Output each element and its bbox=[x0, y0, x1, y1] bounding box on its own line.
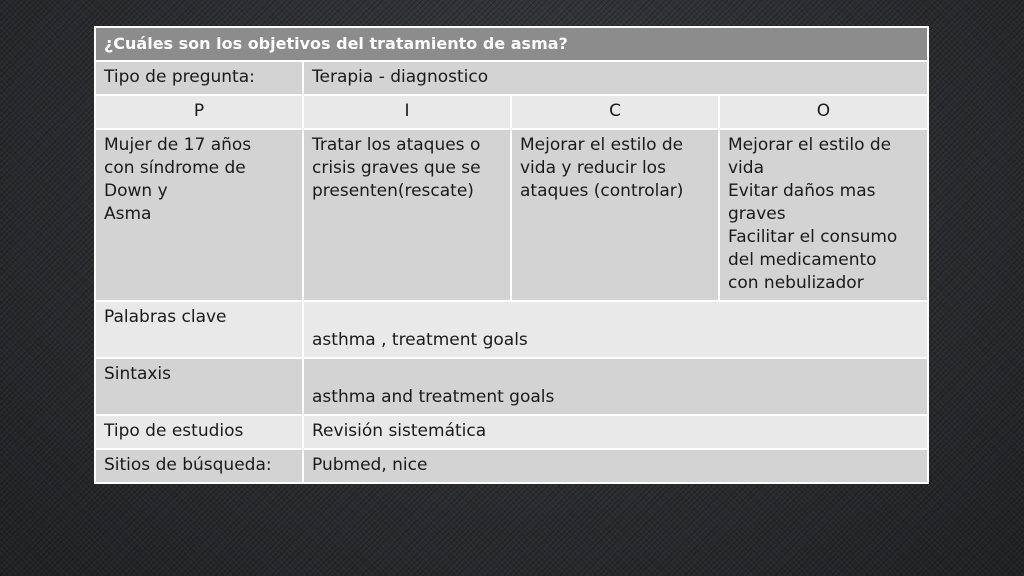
sintaxis-value: asthma and treatment goals bbox=[303, 358, 928, 415]
sitios-busqueda-label: Sitios de búsqueda: bbox=[95, 449, 303, 483]
pico-values-row bbox=[95, 129, 928, 301]
pico-value-c: Mejorar el estilo de vida y reducir los ataques (controlar) bbox=[511, 129, 719, 301]
pico-header-c: C bbox=[511, 95, 719, 129]
pico-table bbox=[94, 26, 929, 484]
pico-header-row bbox=[95, 95, 928, 129]
sintaxis-label: Sintaxis bbox=[95, 358, 303, 415]
table-title: ¿Cuáles son los objetivos del tratamiento de asma? bbox=[95, 27, 928, 61]
palabras-clave-label: Palabras clave bbox=[95, 301, 303, 358]
tipo-estudios-label: Tipo de estudios bbox=[95, 415, 303, 449]
table-title-row bbox=[95, 27, 928, 61]
pico-value-o: Mejorar el estilo de vida Evitar daños mas graves Facilitar el consumo del medicamento con nebulizador bbox=[719, 129, 928, 301]
pico-header-o: O bbox=[719, 95, 928, 129]
pico-value-p: Mujer de 17 años con síndrome de Down y Asma bbox=[95, 129, 303, 301]
tipo-pregunta-value: Terapia - diagnostico bbox=[303, 61, 928, 95]
sitios-busqueda-row bbox=[95, 449, 928, 483]
tipo-estudios-row bbox=[95, 415, 928, 449]
tipo-estudios-value: Revisión sistemática bbox=[303, 415, 928, 449]
pico-value-i: Tratar los ataques o crisis graves que se presenten(rescate) bbox=[303, 129, 511, 301]
pico-header-p: P bbox=[95, 95, 303, 129]
sitios-busqueda-value: Pubmed, nice bbox=[303, 449, 928, 483]
tipo-pregunta-row bbox=[95, 61, 928, 95]
tipo-pregunta-label: Tipo de pregunta: bbox=[95, 61, 303, 95]
sintaxis-row bbox=[95, 358, 928, 415]
palabras-clave-row bbox=[95, 301, 928, 358]
pico-header-i: I bbox=[303, 95, 511, 129]
palabras-clave-value: asthma , treatment goals bbox=[303, 301, 928, 358]
